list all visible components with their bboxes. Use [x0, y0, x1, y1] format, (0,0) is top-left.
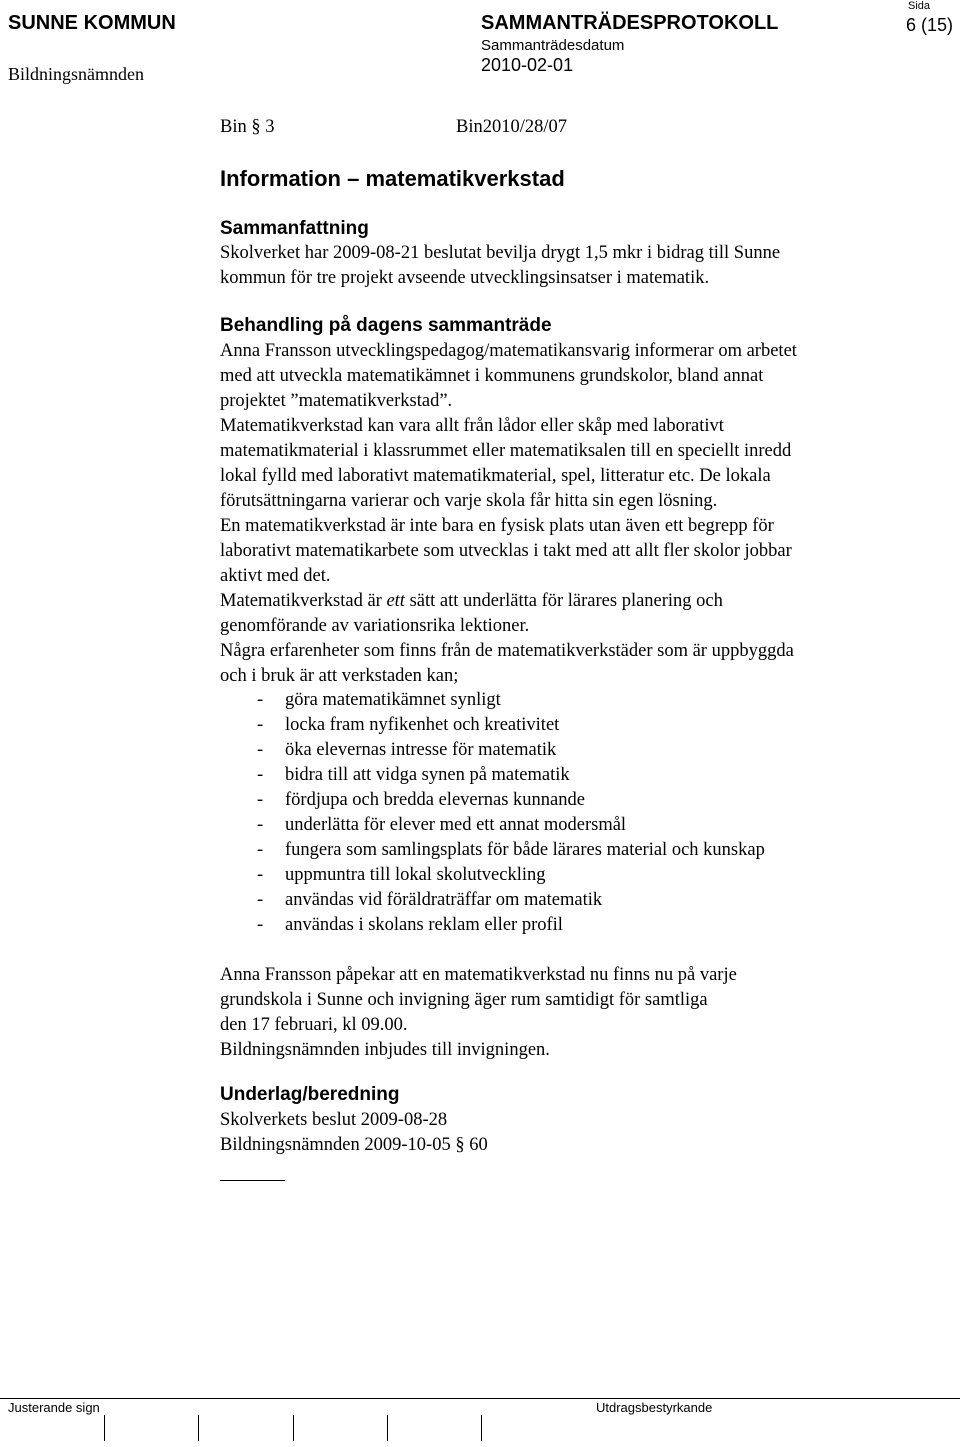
list-item-text: fördjupa och bredda elevernas kunnande — [285, 790, 585, 810]
summary-heading: Sammanfattning — [220, 218, 369, 239]
paragraph-line: projektet ”matematikverkstad”. — [220, 391, 453, 411]
text-run: sätt att underlätta för lärares planering och — [404, 591, 723, 611]
basis-list — [220, 1108, 920, 1158]
list-dash: - — [257, 715, 264, 735]
paragraph-line: förutsättningarna varierar och varje skola får hitta sin egen lösning. — [220, 491, 718, 511]
list-item — [220, 913, 765, 938]
page-number: 6 (15) — [906, 15, 954, 35]
paragraph-line: Anna Fransson utvecklingspedagog/matematikansvarig informerar om arbetet — [220, 341, 797, 361]
signature-box-divider — [198, 1415, 199, 1441]
paragraph-line: laborativt matematikarbete som utvecklas i takt med att allt fler skolor jobbar — [220, 541, 792, 561]
list-dash: - — [257, 865, 264, 885]
extract-label: Utdragsbestyrkande — [596, 1400, 713, 1415]
sign-label: Justerande sign — [8, 1400, 100, 1415]
paragraph-line: den 17 februari, kl 09.00. — [220, 1015, 408, 1035]
list-item-text: användas vid föräldraträffar om matematik — [285, 890, 603, 910]
summary-text — [220, 241, 920, 291]
committee-name: Bildningsnämnden — [8, 64, 144, 84]
case-reference: Bin2010/28/07 — [456, 117, 568, 137]
basis-line: Skolverkets beslut 2009-08-28 — [220, 1110, 448, 1130]
signature-box-divider — [481, 1415, 482, 1441]
paragraph-line: matematikmaterial i klassrummet eller matematiksalen till en speciellt inredd — [220, 441, 792, 461]
item-title: Information – matematikverkstad — [220, 166, 565, 191]
list-dash: - — [257, 740, 264, 760]
summary-line: kommun för tre projekt avseende utvecklingsinsatser i matematik. — [220, 268, 710, 288]
paragraph-line: En matematikverkstad är inte bara en fysisk plats utan även ett begrepp för — [220, 516, 774, 536]
treatment-heading: Behandling på dagens sammanträde — [220, 315, 552, 336]
paragraph-line: Anna Fransson påpekar att en matematikverkstad nu finns nu på varje — [220, 965, 737, 985]
paragraph-line: Matematikverkstad kan vara allt från lådor eller skåp med laborativt — [220, 416, 724, 436]
treatment-paragraph-1 — [220, 339, 920, 689]
signature-box-divider — [104, 1415, 105, 1441]
basis-heading: Underlag/beredning — [220, 1084, 400, 1105]
document-type: SAMMANTRÄDESPROTOKOLL — [481, 12, 779, 34]
list-item — [220, 763, 765, 788]
list-dash: - — [257, 840, 264, 860]
text-run: Matematikverkstad är — [220, 591, 387, 611]
list-item-text: bidra till att vidga synen på matematik — [285, 765, 570, 785]
paragraph-line: och i bruk är att verkstaden kan; — [220, 666, 459, 686]
paragraph-line: lokal fylld med laborativt matematikmaterial, spel, litteratur etc. De lokala — [220, 466, 771, 486]
list-item — [220, 838, 765, 863]
list-dash: - — [257, 690, 264, 710]
list-item-text: locka fram nyfikenhet och kreativitet — [285, 715, 560, 735]
meeting-date: 2010-02-01 — [481, 55, 574, 75]
end-rule — [220, 1180, 285, 1181]
list-dash: - — [257, 815, 264, 835]
paragraph-line: Några erfarenheter som finns från de matematikverkstäder som är uppbyggda — [220, 641, 794, 661]
meeting-date-label: Sammanträdesdatum — [481, 37, 625, 54]
section-number: Bin § 3 — [220, 117, 275, 137]
basis-line: Bildningsnämnden 2009-10-05 § 60 — [220, 1135, 488, 1155]
paragraph-line: med att utveckla matematikämnet i kommunens grundskolor, bland annat — [220, 366, 764, 386]
signature-box-divider — [387, 1415, 388, 1441]
summary-line: Skolverket har 2009-08-21 beslutat bevilja drygt 1,5 mkr i bidrag till Sunne — [220, 243, 781, 263]
list-item-text: användas i skolans reklam eller profil — [285, 915, 563, 935]
paragraph-line — [220, 589, 920, 614]
page-label: Sida — [908, 0, 931, 12]
list-dash: - — [257, 890, 264, 910]
list-item — [220, 813, 765, 838]
emphasis-text: ett — [386, 591, 405, 611]
list-dash: - — [257, 790, 264, 810]
signature-box-divider — [293, 1415, 294, 1441]
paragraph-line: grundskola i Sunne och invigning äger rum samtidigt för samtliga — [220, 990, 708, 1010]
list-item — [220, 788, 765, 813]
list-dash: - — [257, 915, 264, 935]
list-item-text: fungera som samlingsplats för både lärares material och kunskap — [285, 840, 765, 860]
list-item-text: göra matematikämnet synligt — [285, 690, 501, 710]
paragraph-line: aktivt med det. — [220, 566, 331, 586]
list-item — [220, 738, 765, 763]
list-dash: - — [257, 765, 264, 785]
paragraph-line: genomförande av variationsrika lektioner. — [220, 616, 530, 636]
benefits-list — [220, 688, 765, 938]
list-item — [220, 713, 765, 738]
treatment-paragraph-conclusion — [220, 963, 920, 1063]
municipality-name: SUNNE KOMMUN — [8, 12, 176, 34]
footer-divider — [0, 1398, 960, 1399]
list-item — [220, 888, 765, 913]
list-item-text: underlätta för elever med ett annat modersmål — [285, 815, 627, 835]
list-item-text: uppmuntra till lokal skolutveckling — [285, 865, 546, 885]
paragraph-line: Bildningsnämnden inbjudes till invigningen. — [220, 1040, 550, 1060]
list-item — [220, 688, 765, 713]
list-item-text: öka elevernas intresse för matematik — [285, 740, 557, 760]
list-item — [220, 863, 765, 888]
